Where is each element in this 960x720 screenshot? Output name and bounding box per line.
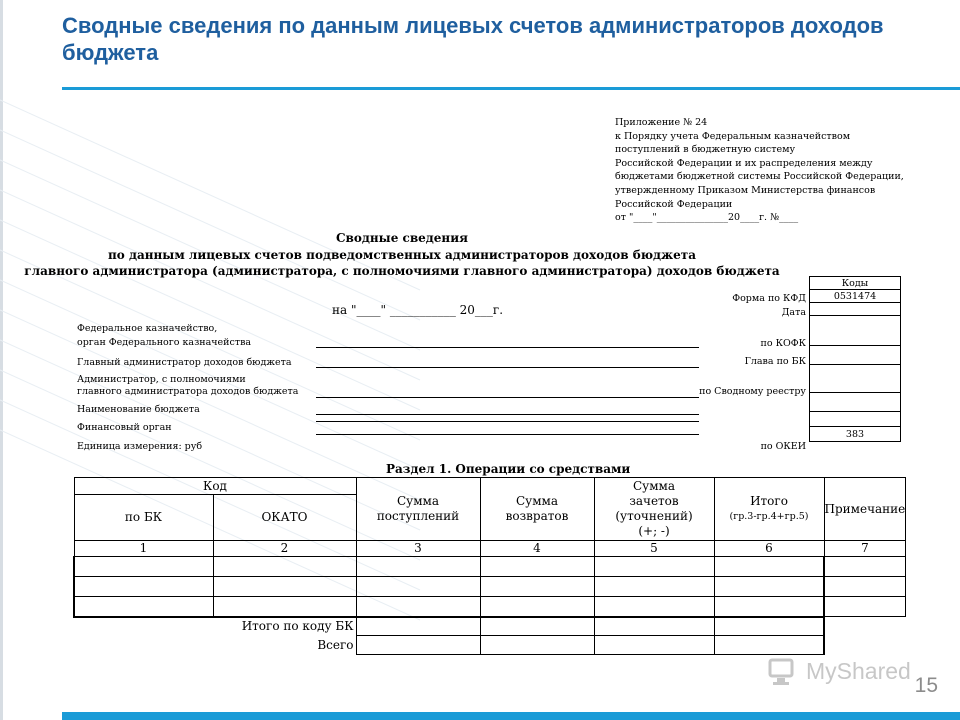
vsego-label: Всего	[317, 637, 354, 652]
col-number: 7	[824, 541, 906, 557]
table-cell	[824, 557, 906, 577]
table-cell	[594, 597, 714, 617]
label-okei: по ОКЕИ	[760, 441, 806, 452]
header-summa-zach	[594, 478, 714, 541]
itogo-po-kodu-label: Итого по коду БК	[241, 619, 354, 633]
code-reestr	[810, 365, 901, 393]
header-text: поступлений	[376, 509, 460, 523]
table-cell	[714, 636, 824, 655]
field-fk-line1: Федеральное казначейство,	[77, 323, 218, 334]
table-cell	[356, 577, 480, 597]
field-admin-line1: Администратор, с полномочиями	[77, 374, 246, 385]
table-cell	[356, 636, 480, 655]
appendix-line: утвержденному Приказом Министерства финансов	[615, 184, 876, 196]
table-cell	[714, 617, 824, 636]
table-cell	[594, 636, 714, 655]
appendix-block	[615, 116, 904, 225]
page-number: 15	[914, 674, 938, 697]
section-title: Раздел 1. Операции со средствами	[386, 462, 631, 476]
table-cell	[356, 597, 480, 617]
header-text: Сумма	[632, 479, 676, 493]
label-kfd: Форма по КФД	[732, 293, 806, 304]
slide-title: Сводные сведения по данным лицевых счетов администраторов доходов бюджета	[62, 13, 884, 65]
header-text: Сумма	[396, 494, 440, 508]
header-summa-post	[356, 478, 480, 541]
footer-bar	[62, 712, 960, 720]
table-cell	[594, 557, 714, 577]
header-formula: (гр.3-гр.4+гр.5)	[729, 511, 809, 522]
myshared-watermark	[768, 656, 928, 690]
label-date: Дата	[781, 307, 806, 318]
col-number: 4	[480, 541, 594, 557]
table-cell	[74, 577, 213, 597]
monitor-icon	[768, 658, 802, 688]
header-text: зачетов (уточнений)	[615, 494, 693, 523]
header-itogo	[714, 478, 824, 541]
header-text: Итого	[750, 494, 788, 508]
table-cell	[480, 597, 594, 617]
table-cell	[480, 617, 594, 636]
appendix-line: Российской Федерации	[615, 198, 733, 210]
code-okei: 383	[810, 427, 901, 442]
code-budget	[810, 393, 901, 412]
table-cell	[594, 577, 714, 597]
codes-header: Коды	[810, 277, 901, 290]
header-text: возвратов	[505, 509, 569, 523]
table-cell-empty	[824, 636, 906, 655]
table-cell	[824, 577, 906, 597]
field-budget: Наименование бюджета	[77, 404, 200, 415]
form-title-line-3: главного администратора (администратора, с полномочиями главного администратора) доходов бюджета	[24, 264, 780, 278]
operations-table	[73, 477, 906, 655]
code-fin	[810, 412, 901, 427]
header-kod: Код	[74, 478, 356, 495]
appendix-line: Приложение № 24	[615, 117, 708, 128]
code-kofk	[810, 316, 901, 346]
fill-line-fin-a	[316, 421, 699, 422]
table-cell	[213, 577, 356, 597]
field-unit: Единица измерения: руб	[77, 441, 203, 452]
table-row	[74, 577, 906, 597]
appendix-line: Российской Федерации и их распределения между	[615, 157, 873, 169]
field-admin-line2: главного администратора доходов бюджета	[77, 386, 299, 397]
fill-line-fin-b	[316, 434, 699, 435]
table-row	[74, 597, 906, 617]
table-cell	[714, 577, 824, 597]
table-cell	[714, 597, 824, 617]
report-date-line: на "____" ___________ 20___г.	[332, 303, 504, 317]
appendix-line: бюджетами бюджетной системы Российской Федерации,	[615, 171, 904, 183]
code-date	[810, 303, 901, 316]
field-fk-line2: орган Федерального казначейства	[77, 337, 252, 348]
table-cell	[594, 617, 714, 636]
table-cell	[74, 597, 213, 617]
appendix-line: поступлений в бюджетную систему	[615, 144, 796, 156]
table-cell	[213, 597, 356, 617]
codes-table	[809, 276, 901, 442]
header-po-bk: по БК	[74, 495, 213, 541]
fill-line-fk	[316, 347, 699, 348]
col-number: 5	[594, 541, 714, 557]
field-glavny: Главный администратор доходов бюджета	[77, 357, 292, 368]
table-cell	[356, 557, 480, 577]
appendix-line: от "____"_______________20____г. №____	[615, 212, 799, 224]
col-number: 2	[213, 541, 356, 557]
fill-line-glavny	[316, 367, 699, 368]
table-cell	[824, 597, 906, 617]
header-okato: ОКАТО	[213, 495, 356, 541]
fill-line-admin	[316, 397, 699, 398]
header-text: (+; -)	[638, 524, 670, 538]
header-text: Сумма	[515, 494, 559, 508]
code-glava	[810, 346, 901, 365]
watermark-text: MyShared	[806, 658, 911, 684]
table-cell	[213, 557, 356, 577]
table-cell-empty	[824, 617, 906, 636]
form-title-line-1: Сводные сведения	[336, 231, 468, 245]
table-cell	[480, 636, 594, 655]
table-cell	[714, 557, 824, 577]
col-number: 6	[714, 541, 824, 557]
label-kofk: по КОФК	[760, 338, 806, 349]
header-primechanie: Примечание	[824, 478, 906, 541]
table-cell	[74, 557, 213, 577]
code-kfd: 0531474	[810, 290, 901, 303]
field-fin-organ: Финансовый орган	[77, 422, 172, 433]
label-reestr: по Сводному реестру	[699, 386, 806, 397]
table-cell	[356, 617, 480, 636]
label-glava: Глава по БК	[744, 356, 806, 367]
table-cell	[480, 577, 594, 597]
header-summa-vozv	[480, 478, 594, 541]
fill-line-budget	[316, 414, 699, 415]
appendix-line: к Порядку учета Федеральным казначейством	[615, 130, 851, 142]
table-cell	[480, 557, 594, 577]
form-title-line-2: по данным лицевых счетов подведомственных администраторов доходов бюджета	[108, 248, 696, 262]
col-number: 3	[356, 541, 480, 557]
col-number: 1	[74, 541, 213, 557]
table-row	[74, 557, 906, 577]
